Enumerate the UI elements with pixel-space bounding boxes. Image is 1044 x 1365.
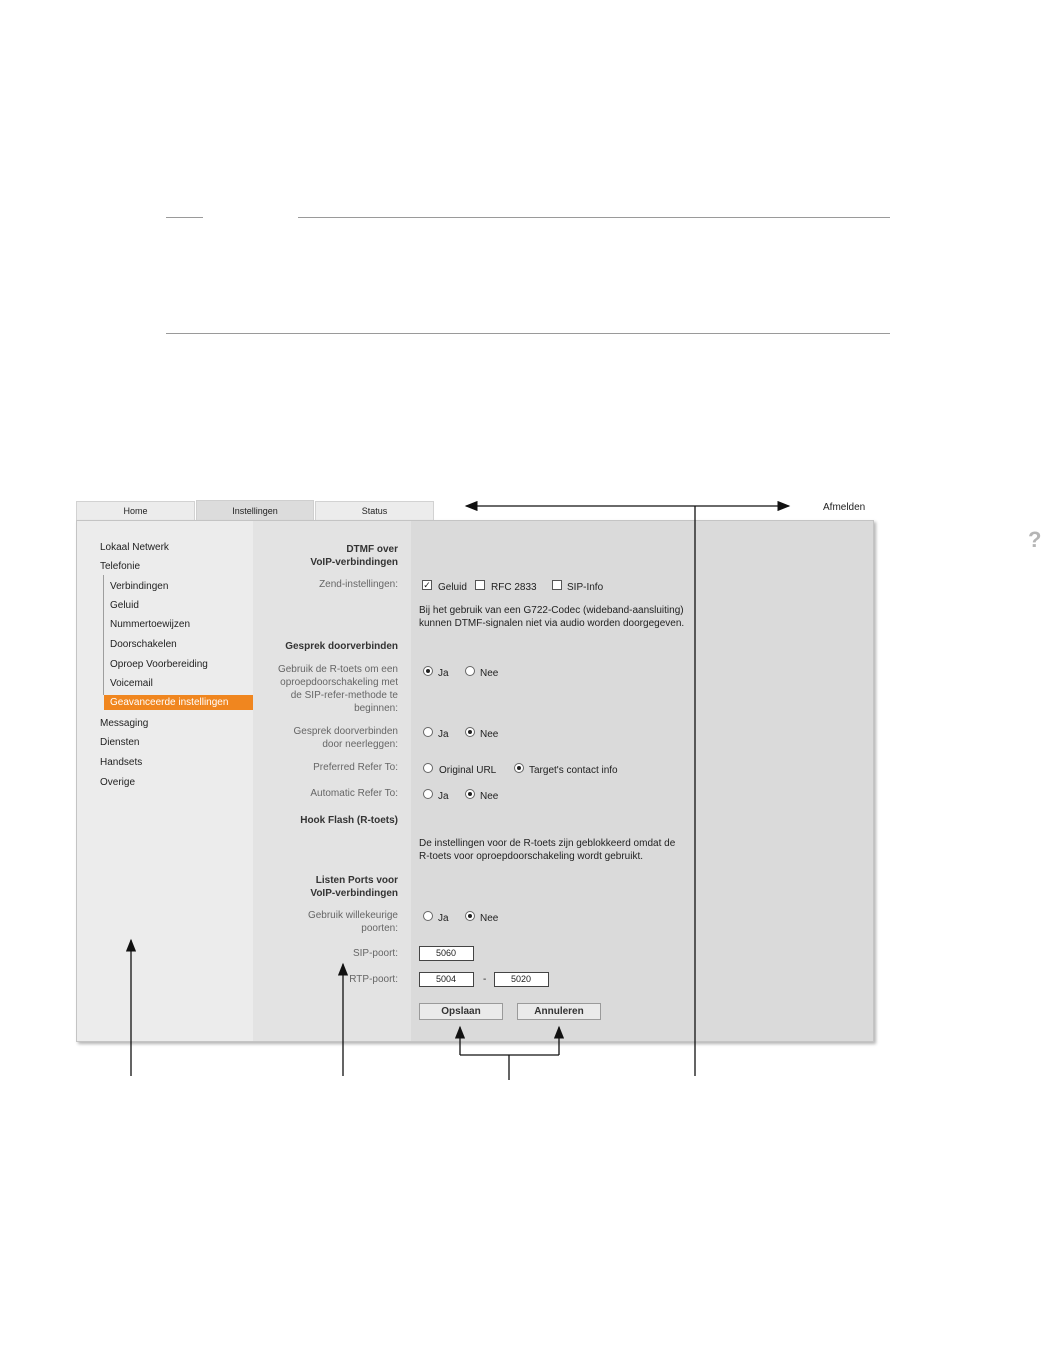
section-transfer-title: Gesprek doorverbinden (285, 641, 398, 652)
section-listen-title: Listen Ports voor VoIP-verbindingen (310, 875, 398, 899)
buttons-callout (460, 1027, 559, 1080)
hook-note: De instellingen voor de R-toets zijn geblokkeerd omdat de R-toets voor oproepdoorschakeling wordt gebruikt. (419, 838, 676, 862)
audio-option-label: Geluid (438, 582, 467, 593)
hangup-label: Gesprek doorverbinden door neerleggen: (293, 726, 398, 750)
sidebar-item-geluid[interactable]: Geluid (110, 600, 139, 611)
hangup-yes-label: Ja (438, 729, 449, 740)
preferred-target-label: Target's contact info (529, 765, 618, 776)
sidebar-item-voicemail[interactable]: Voicemail (110, 678, 153, 689)
automatic-yes-label: Ja (438, 791, 449, 802)
sidebar-item-doorschakelen[interactable]: Doorschakelen (110, 639, 177, 650)
sidebar-item-nummertoewijzen[interactable]: Nummertoewijzen (110, 619, 191, 630)
sidebar-item-geavanceerde-instellingen[interactable]: Geavanceerde instellingen (104, 695, 258, 710)
sidebar-item-handsets[interactable]: Handsets (100, 757, 143, 768)
cancel-button[interactable]: Annuleren (517, 1003, 601, 1020)
sidebar-item-oproep-voorbereiding[interactable]: Oproep Voorbereiding (110, 659, 208, 670)
help-icon[interactable]: ? (1028, 527, 1042, 552)
preferred-original-url-label: Original URL (439, 765, 497, 776)
tab-bar-callout (466, 506, 789, 1076)
rtp-port-separator: - (483, 974, 487, 985)
sip-port-input[interactable]: 5060 (419, 946, 474, 961)
audio-checkbox[interactable]: ✓ (423, 580, 431, 590)
save-button[interactable]: Opslaan (419, 1003, 503, 1020)
rtp-port-label: RTP-poort: (349, 974, 398, 985)
dtmf-note: Bij het gebruik van een G722-Codec (wideband-aansluiting) kunnen DTMF-signalen niet via audio worden doorgegeven. (419, 605, 685, 629)
automatic-no-label: Nee (480, 791, 499, 802)
random-yes-label: Ja (438, 913, 449, 924)
rtp-port-from-input[interactable]: 5004 (419, 972, 474, 987)
rkey-no-label: Nee (480, 668, 499, 679)
rfc2833-option-label: RFC 2833 (491, 582, 537, 593)
sidebar-item-messaging[interactable]: Messaging (100, 718, 149, 729)
sipinfo-option-label: SIP-Info (567, 582, 604, 593)
tab-status[interactable]: Status (315, 501, 434, 520)
hangup-no-label: Nee (480, 729, 499, 740)
tab-instellingen[interactable]: Instellingen (196, 500, 314, 521)
section-hook-title: Hook Flash (R-toets) (300, 815, 398, 826)
sidebar-item-diensten[interactable]: Diensten (100, 737, 140, 748)
tab-home[interactable]: Home (76, 501, 195, 520)
rtp-port-to-input[interactable]: 5020 (494, 972, 549, 987)
logout-link[interactable]: Afmelden (823, 502, 866, 513)
sip-port-label: SIP-poort: (352, 948, 398, 959)
random-no-label: Nee (480, 913, 499, 924)
sidebar-item-verbindingen[interactable]: Verbindingen (110, 581, 169, 592)
section-dtmf-title: DTMF over VoIP-verbindingen (310, 544, 398, 568)
rkey-label: Gebruik de R-toets om een oproepdoorschakeling met de SIP-refer-methode te beginnen: (277, 664, 398, 714)
sidebar-item-telefonie[interactable]: Telefonie (100, 561, 141, 572)
sidebar-item-overige[interactable]: Overige (100, 777, 136, 788)
preferred-refer-label: Preferred Refer To: (313, 762, 398, 773)
send-settings-label: Zend-instellingen: (319, 579, 398, 590)
random-ports-label: Gebruik willekeurige poorten: (307, 910, 398, 934)
automatic-refer-label: Automatic Refer To: (310, 788, 398, 799)
rkey-yes-label: Ja (438, 668, 449, 679)
sidebar-item-lokaal-netwerk[interactable]: Lokaal Netwerk (100, 542, 169, 553)
